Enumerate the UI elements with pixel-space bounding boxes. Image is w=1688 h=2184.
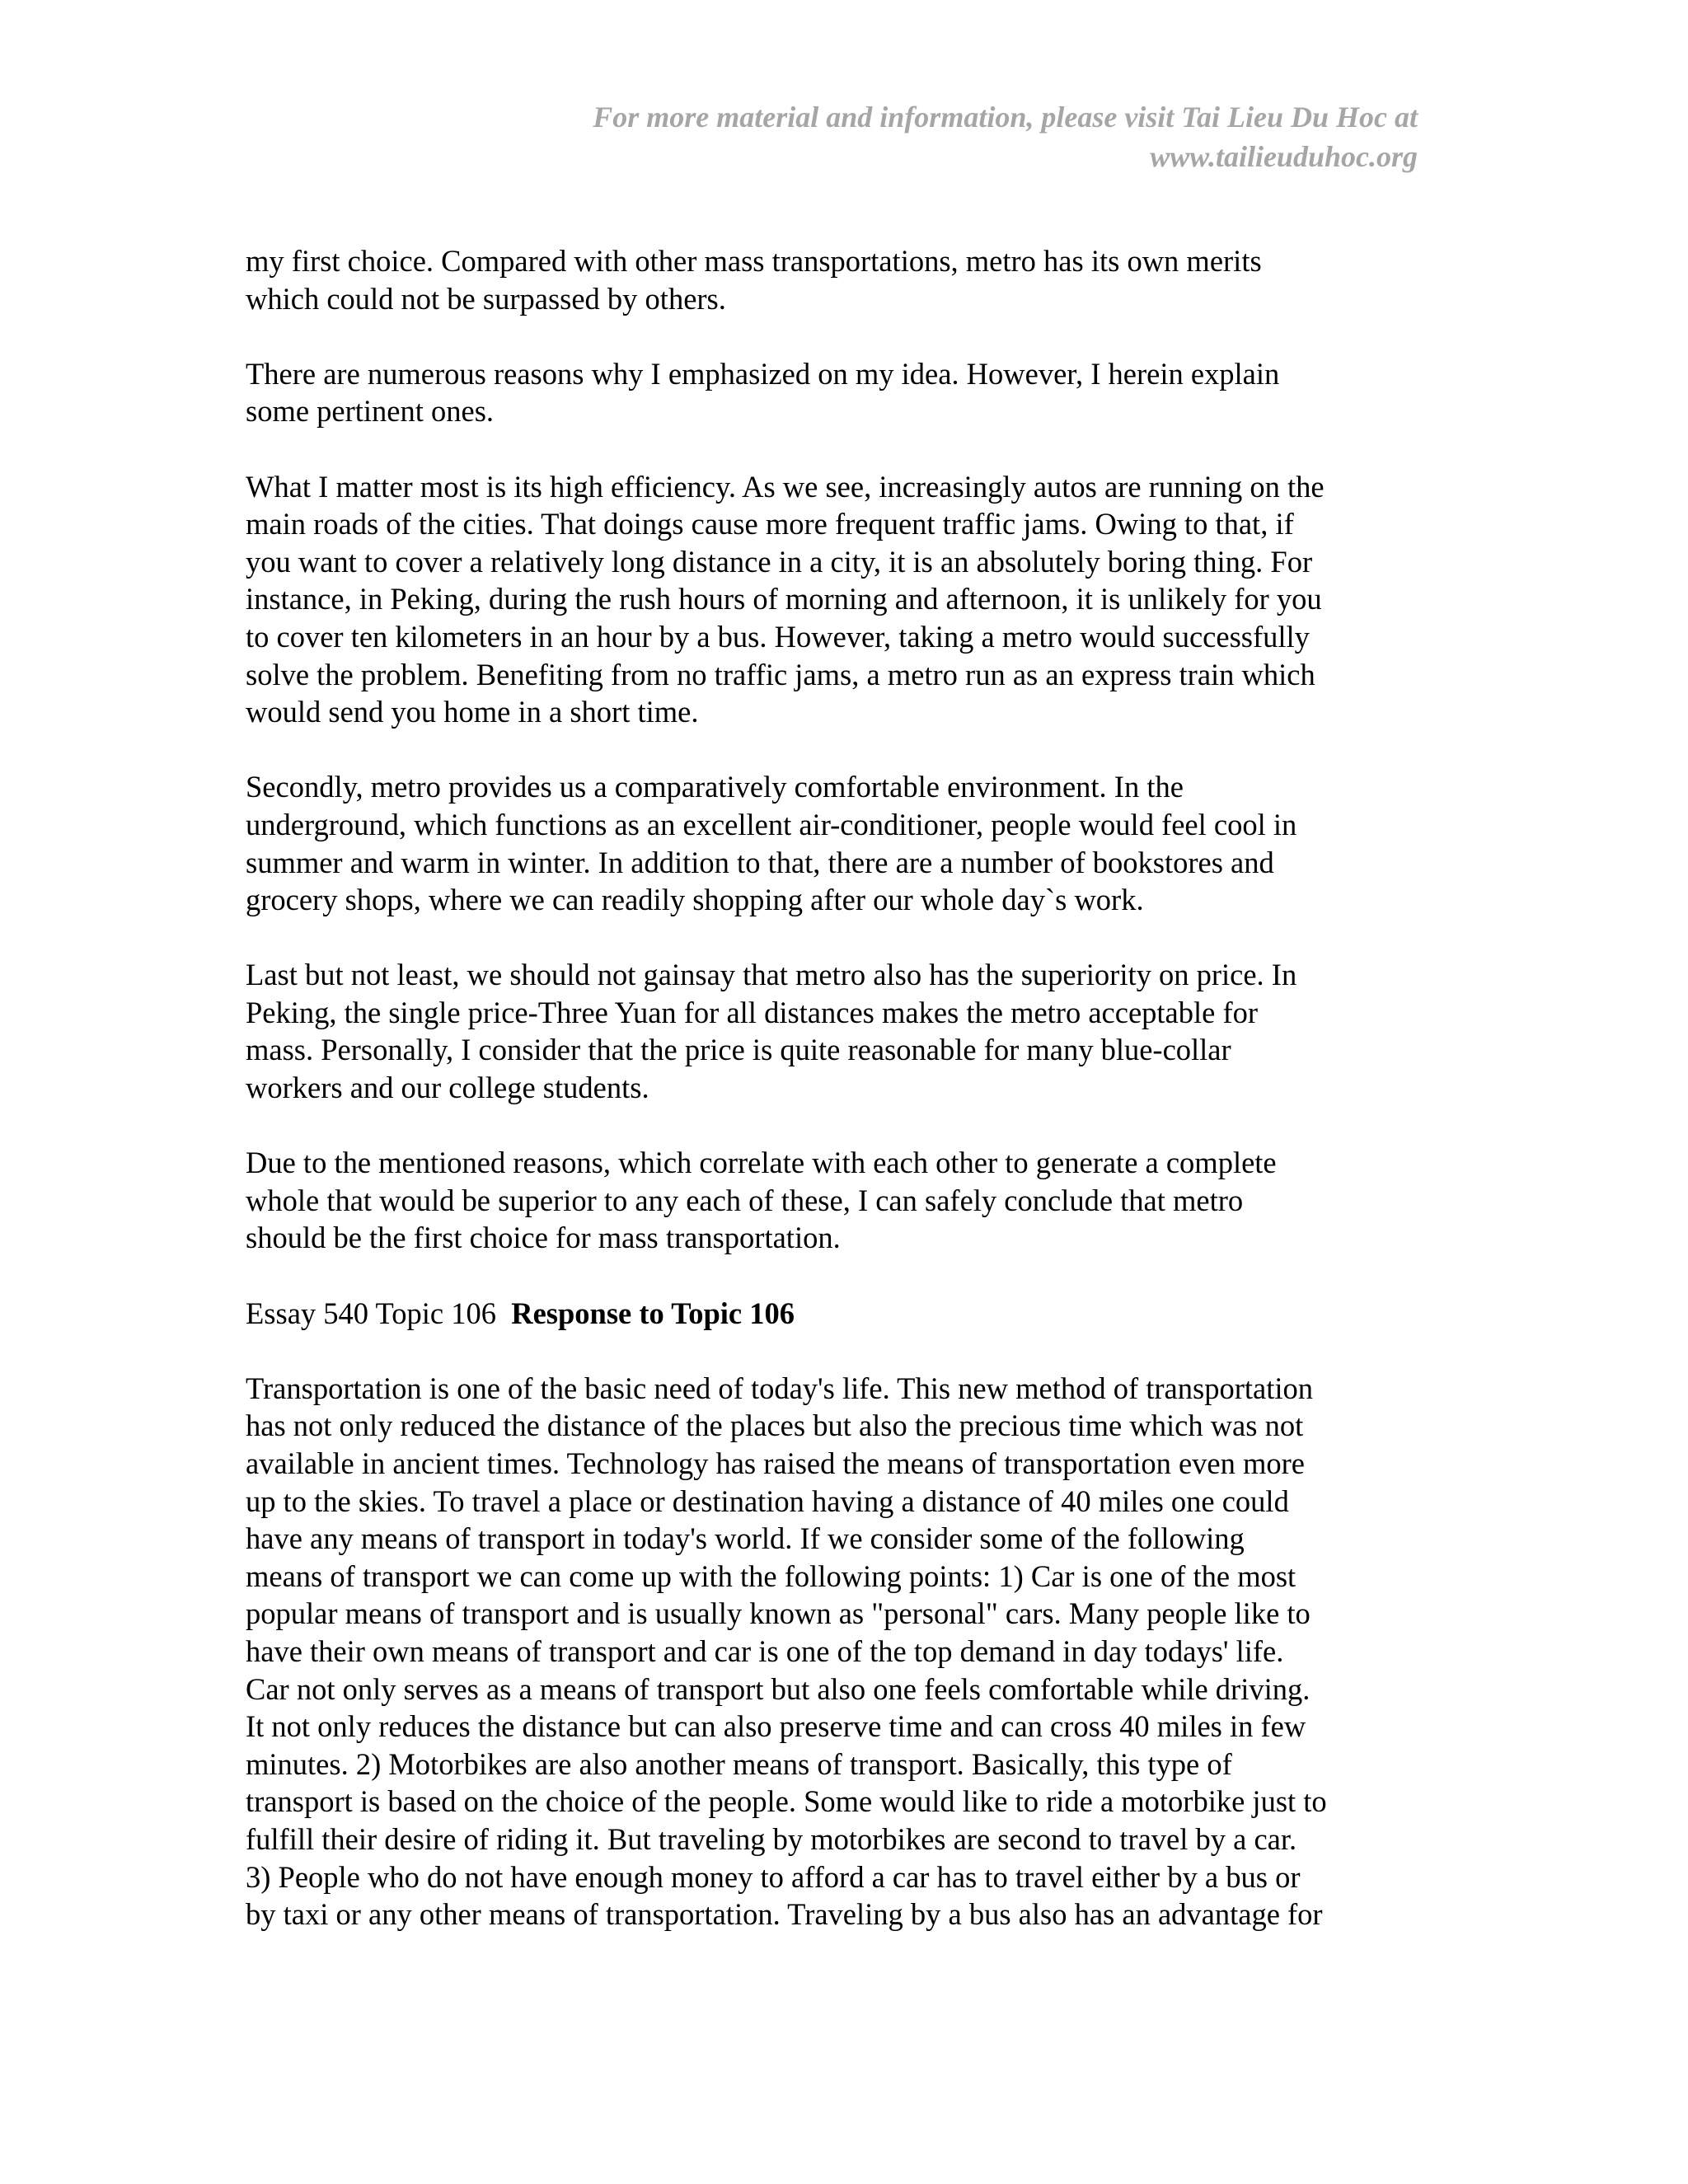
paragraph-1 bbox=[246, 242, 1432, 317]
text-line: Last but not least, we should not gainsay that metro also has the superiority on price. In bbox=[246, 958, 1297, 992]
essay-title: Response to Topic 106 bbox=[511, 1296, 795, 1330]
text-line: to cover ten kilometers in an hour by a bus. However, taking a metro would successfully bbox=[246, 619, 1310, 654]
text-line: mass. Personally, I consider that the price is quite reasonable for many blue-collar bbox=[246, 1033, 1231, 1067]
paragraph-6 bbox=[246, 1144, 1432, 1257]
text-line: have any means of transport in today's world. If we consider some of the following bbox=[246, 1521, 1245, 1556]
text-line: Due to the mentioned reasons, which correlate with each other to generate a complete bbox=[246, 1146, 1277, 1180]
text-line: What I matter most is its high efficiency. As we see, increasingly autos are running on the bbox=[246, 469, 1325, 504]
text-line: popular means of transport and is usually known as "personal" cars. Many people like to bbox=[246, 1596, 1311, 1631]
text-line: main roads of the cities. That doings cause more frequent traffic jams. Owing to that, if bbox=[246, 507, 1294, 541]
paragraph-4 bbox=[246, 768, 1432, 918]
text-line: Transportation is one of the basic need of today's life. This new method of transportation bbox=[246, 1371, 1313, 1405]
text-line: 3) People who do not have enough money to afford a car has to travel either by a bus or bbox=[246, 1859, 1301, 1894]
text-line: up to the skies. To travel a place or destination having a distance of 40 miles one could bbox=[246, 1483, 1289, 1518]
header-note-line-2: www.tailieuduhoc.org bbox=[1150, 140, 1418, 173]
header-note-line-1: For more material and information, please visit Tai Lieu Du Hoc at bbox=[593, 101, 1418, 134]
text-line: by taxi or any other means of transportation. Traveling by a bus also has an advantage for bbox=[246, 1897, 1323, 1932]
text-line: should be the first choice for mass transportation. bbox=[246, 1221, 841, 1255]
paragraph-5 bbox=[246, 956, 1432, 1106]
text-line: some pertinent ones. bbox=[246, 394, 495, 429]
text-line: means of transport we can come up with the following points: 1) Car is one of the most bbox=[246, 1558, 1296, 1593]
text-line: Car not only serves as a means of transport but also one feels comfortable while driving. bbox=[246, 1671, 1311, 1706]
text-line: which could not be surpassed by others. bbox=[246, 281, 726, 316]
text-line: transport is based on the choice of the people. Some would like to ride a motorbike just to bbox=[246, 1784, 1327, 1819]
text-line: instance, in Peking, during the rush hours of morning and afternoon, it is unlikely for you bbox=[246, 582, 1322, 616]
text-line: have their own means of transport and car is one of the top demand in day todays' life. bbox=[246, 1633, 1284, 1668]
essay-paragraph bbox=[246, 1370, 1432, 1933]
text-line: you want to cover a relatively long distance in a city, it is an absolutely boring thing. For bbox=[246, 544, 1313, 579]
text-line: There are numerous reasons why I emphasized on my idea. However, I herein explain bbox=[246, 356, 1280, 391]
text-line: my first choice. Compared with other mass transportations, metro has its own merits bbox=[246, 244, 1262, 278]
text-line: underground, which functions as an excellent air-conditioner, people would feel cool in bbox=[246, 807, 1297, 841]
text-line: It not only reduces the distance but can also preserve time and can cross 40 miles in few bbox=[246, 1709, 1306, 1744]
text-line: minutes. 2) Motorbikes are also another means of transport. Basically, this type of bbox=[246, 1746, 1232, 1781]
text-line: available in ancient times. Technology has raised the means of transportation even more bbox=[246, 1446, 1306, 1480]
text-line: fulfill their desire of riding it. But traveling by motorbikes are second to travel by a car. bbox=[246, 1821, 1297, 1856]
text-line: whole that would be superior to any each of these, I can safely conclude that metro bbox=[246, 1183, 1244, 1217]
text-line: Peking, the single price-Three Yuan for all distances makes the metro acceptable for bbox=[246, 995, 1259, 1029]
text-line: has not only reduced the distance of the places but also the precious time which was not bbox=[246, 1408, 1304, 1443]
text-line: Secondly, metro provides us a comparatively comfortable environment. In the bbox=[246, 770, 1184, 804]
document-body bbox=[246, 242, 1432, 1971]
text-line: solve the problem. Benefiting from no traffic jams, a metro run as an express train which bbox=[246, 657, 1315, 691]
essay-heading bbox=[246, 1295, 1432, 1333]
text-line: summer and warm in winter. In addition to that, there are a number of bookstores and bbox=[246, 845, 1274, 879]
essay-label: Essay 540 Topic 106 bbox=[246, 1296, 496, 1330]
header-note bbox=[429, 97, 1418, 176]
text-line: workers and our college students. bbox=[246, 1071, 649, 1105]
text-line: would send you home in a short time. bbox=[246, 695, 699, 729]
paragraph-2 bbox=[246, 355, 1432, 430]
text-line: grocery shops, where we can readily shopping after our whole day`s work. bbox=[246, 883, 1144, 917]
paragraph-3 bbox=[246, 468, 1432, 731]
